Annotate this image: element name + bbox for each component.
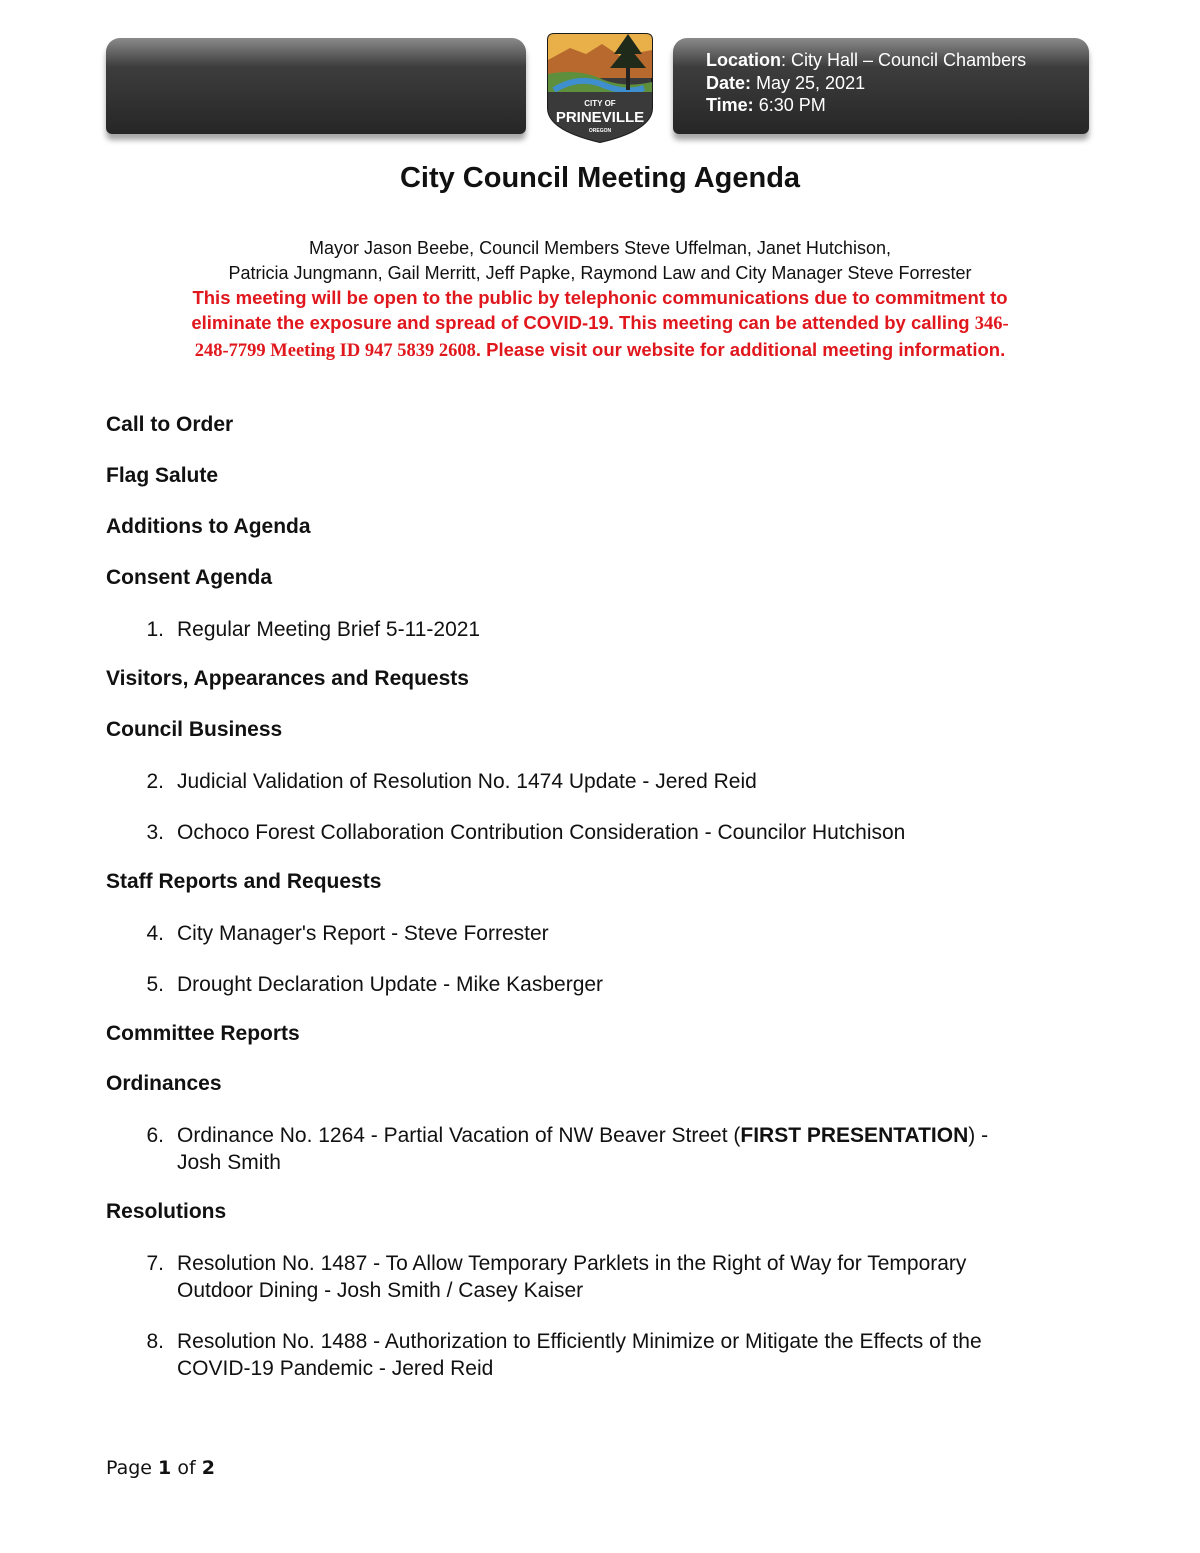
meeting-info [706,49,1026,117]
header-bar-left [106,38,526,134]
section-flag-salute: Flag Salute [106,464,219,487]
meeting-location: Location: City Hall – Council Chambers [706,50,1027,70]
members-line-1: Mayor Jason Beebe, Council Members Steve Uffelman, Janet Hutchison, [309,238,891,258]
section-call-to-order: Call to Order [106,413,234,436]
section-committee-reports: Committee Reports [106,1022,300,1045]
notice-line-3: 248-7799 Meeting ID 947 5839 2608. Please visit our website for additional meeting information. [194,339,1006,361]
section-additions: Additions to Agenda [106,515,311,538]
section-council-business: Council Business [106,718,283,741]
item-6-line-1: Ordinance No. 1264 - Partial Vacation of NW Beaver Street (FIRST PRESENTATION) - [177,1124,989,1147]
meeting-date: Date: May 25, 2021 [706,72,866,93]
city-logo [540,30,660,146]
notice-line-1: This meeting will be open to the public by telephonic communications due to commitment to [192,287,1008,308]
public-notice [100,285,1100,364]
members-line-2: Patricia Jungmann, Gail Merritt, Jeff Papke, Raymond Law and City Manager Steve Forrester [228,263,972,283]
svg-text:OREGON: OREGON [588,128,612,134]
notice-line-2: eliminate the exposure and spread of COVID-19. This meeting can be attended by calling 346- [191,312,1009,334]
meeting-time: Time: 6:30 PM [706,95,826,115]
svg-text:CITY OF: CITY OF [584,99,616,108]
section-staff-reports: Staff Reports and Requests [106,870,382,893]
page-number: Page 1 of 2 [106,1457,215,1479]
svg-text:PRINEVILLE: PRINEVILLE [555,109,645,126]
section-visitors: Visitors, Appearances and Requests [106,667,469,690]
section-resolutions: Resolutions [106,1200,227,1223]
page-title: City Council Meeting Agenda [399,162,801,194]
council-members [100,236,1100,286]
item-6-line-2: Josh Smith [177,1151,281,1174]
section-consent-agenda: Consent Agenda [106,566,273,589]
section-ordinances: Ordinances [106,1072,222,1095]
